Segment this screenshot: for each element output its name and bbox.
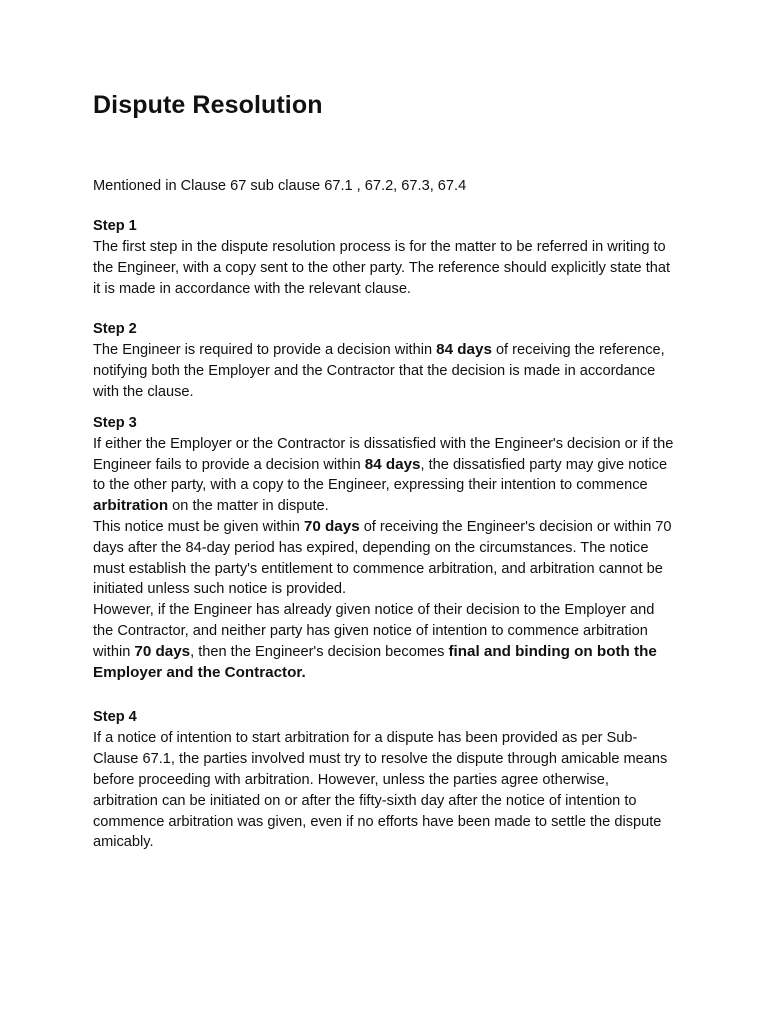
step-3-p1-text-a: If either the Employer or the Contractor is dissatisfied with the Engineer's decision or if the Engineer fails to provide a decision within (93, 435, 674, 473)
step-2-text-b: of receiving the reference, notifying both the Employer and the Contractor that the decision is made in accordance with the clause. (93, 342, 665, 400)
step-3-p3-bold-70-days: 70 days (134, 642, 191, 660)
step-3-p1-text-c: on the matter in dispute. (168, 498, 329, 515)
step-3-p1-bold-84-days: 84 days (364, 455, 421, 473)
step-3-heading: Step 3 (93, 414, 137, 431)
step-3-p3-text-b: , then the Engineer's decision becomes (190, 643, 449, 660)
step-2-text (93, 340, 676, 402)
step-3-p2-text-a: This notice must be given within (93, 518, 304, 535)
step-4-heading: Step 4 (93, 709, 137, 726)
clause-reference: Mentioned in Clause 67 sub clause 67.1 , 67.2, 67.3, 67.4 (93, 178, 467, 194)
step-3-paragraph-1 (93, 434, 676, 517)
step-3-p2-bold-70-days: 70 days (303, 517, 360, 535)
step-3-p1-bold-arbitration: arbitration (93, 497, 169, 515)
step-3-paragraph-3 (93, 600, 676, 683)
step-3-p1-text-b: , the dissatisfied party may give notice to the other party, with a copy to the Engineer, expressing their intention to commence (93, 456, 668, 494)
step-2-bold-84-days: 84 days (436, 341, 492, 359)
step-1-heading: Step 1 (93, 218, 137, 234)
step-2-heading: Step 2 (93, 321, 137, 338)
step-1-text: The first step in the dispute resolution process is for the matter to be referred in writing to the Engineer, with a copy sent to the other party. The reference should explicitly state that it is made in accordance with the relevant clause. (93, 239, 671, 297)
step-3-paragraph-2 (93, 517, 676, 600)
document-title: Dispute Resolution (93, 91, 323, 119)
step-3-p2-text-b: of receiving the Engineer's decision or within 70 days after the 84-day period has expired, depending on the circumstances. The notice must establish the party's entitlement to commence arbitration, and arbitration cannot be initiated unless such notice is provided. (93, 518, 672, 598)
step-3-p3-bold-final-binding: final and binding on both the Employer and the Contractor. (93, 642, 657, 681)
step-4-text: If a notice of intention to start arbitration for a dispute has been provided as per Sub-Clause 67.1, the parties involved must try to resolve the dispute through amicable means before proceeding with arbitration. However, unless the parties agree otherwise, arbitration can be initiated on or after the fifty-sixth day after the notice of intention to commence arbitration was given, even if no efforts have been made to settle the dispute amicably. (93, 730, 668, 851)
step-2-text-a: The Engineer is required to provide a decision within (93, 342, 437, 359)
step-3-p3-text-a: However, if the Engineer has already given notice of their decision to the Employer and the Contractor, and neither party has given notice of intention to commence arbitration within (93, 602, 655, 660)
